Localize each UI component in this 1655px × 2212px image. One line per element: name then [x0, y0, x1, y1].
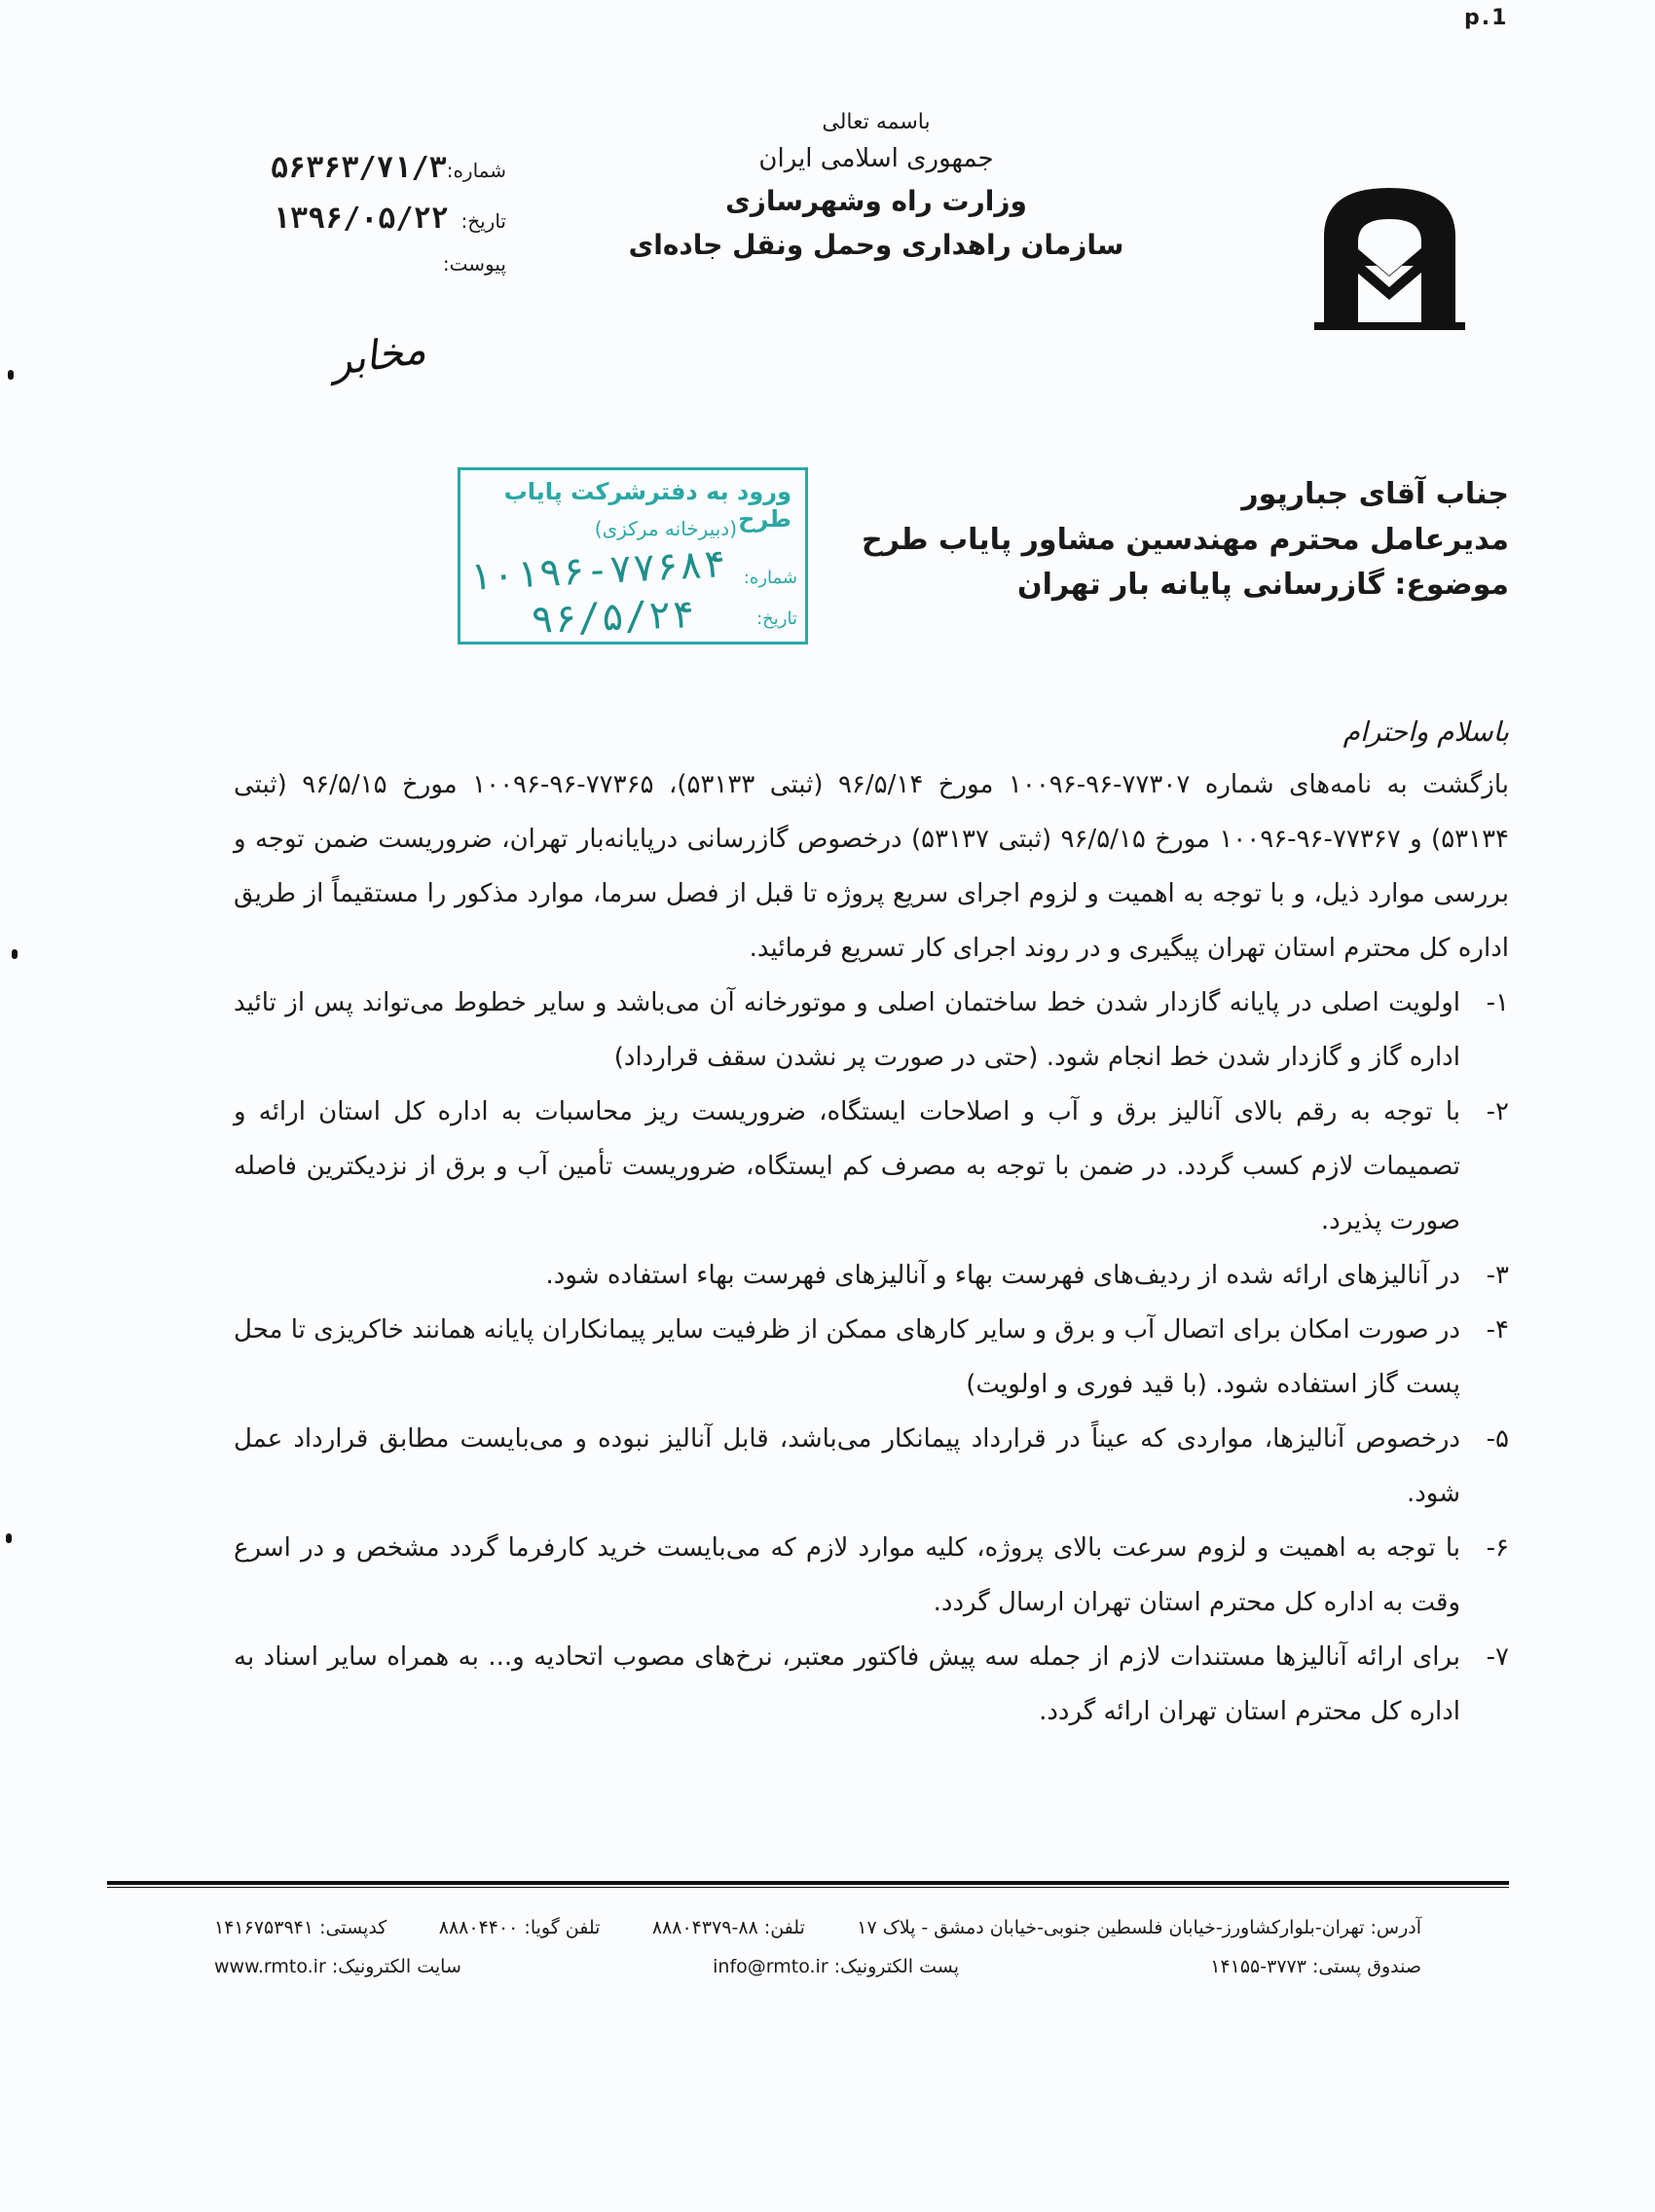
list-item-number: ۴-	[1486, 1315, 1509, 1345]
list-item	[234, 1248, 1509, 1303]
list-item-text: با توجه به رقم بالای آنالیز برق و آب و اصلاحات ایستگاه، ضروریست ریز محاسبات به اداره کل استان ارائه و تصمیمات لازم کسب گردد. در ضمن با توجه به مصرف کم ایستگاه، ضروریست تأمین آب و برق از نزدیکترین فاصله صورت پذیرد.	[234, 1097, 1460, 1235]
footer-address: آدرس: تهران-بلوارکشاورز-خیابان فلسطین جنوبی-خیابان دمشق - پلاک ۱۷	[857, 1917, 1421, 1938]
letterhead	[623, 105, 1129, 267]
letter-number-value: ۵۶۳۶۳/۷۱/۳	[271, 151, 447, 185]
footer-fax: تلفن گویا: ۸۸۸۰۴۴۰۰	[438, 1917, 601, 1938]
ministry-name: وزارت راه وشهرسازی	[725, 184, 1027, 217]
page-number: p.1	[1464, 6, 1509, 30]
handwritten-note: مخابر	[328, 324, 429, 386]
list-item	[234, 1630, 1509, 1739]
footer-postal-code: کدپستی: ۱۴۱۶۷۵۳۹۴۱	[214, 1917, 387, 1938]
footer-website: سایت الکترونیک: www.rmto.ir	[214, 1956, 461, 1977]
recipient-name: جناب آقای جبارپور	[1241, 477, 1509, 511]
organization-name: سازمان راهداری وحمل ونقل جاده‌ای	[628, 228, 1124, 261]
list-item-number: ۲-	[1486, 1097, 1509, 1126]
list-item	[234, 1412, 1509, 1521]
footer-phone: تلفن: ۸۸-۸۸۸۰۴۳۷۹	[651, 1917, 805, 1938]
stamp-subtitle: (دبیرخانه مرکزی)	[594, 517, 737, 540]
list-item-number: ۷-	[1486, 1642, 1509, 1672]
letter-date-label: تاریخ:	[460, 209, 506, 233]
list-item-text: اولویت اصلی در پایانه گازدار شدن خط ساختمان اصلی و موتورخانه آن می‌باشد و سایر خطوط می‌تواند پس از تائید اداره گاز و گازدار شدن خط انجام شود. (حتی در صورت پر نشدن سقف قرارداد)	[234, 988, 1460, 1072]
stamp-date-value: ۹۶/۵/۲۴	[530, 592, 696, 643]
footer-line-2	[214, 1947, 1421, 1986]
binder-mark	[8, 370, 14, 380]
list-item-text: در آنالیزهای ارائه شده از ردیف‌های فهرست بهاء و آنالیزهای فهرست بهاء استفاده شود.	[545, 1261, 1460, 1290]
letter-subject: موضوع: گازرسانی پایانه بار تهران	[1016, 568, 1509, 602]
intro-paragraph: بازگشت به نامه‌های شماره ۷۷۳۰۷-۹۶-۱۰۰۹۶ مورخ ۹۶/۵/۱۴ (ثبتی ۵۳۱۳۳)، ۷۷۳۶۵-۹۶-۱۰۰۹۶ مورخ ۹۶/۵/۱۵ (ثبتی ۵۳۱۳۴) و ۷۷۳۶۷-۹۶-۱۰۰۹۶ مورخ ۹۶/۵/۱۵ (ثبتی ۵۳۱۳۷) درخصوص گازرسانی درپایانه‌بار تهران، ضروریست ضمن توجه و بررسی موارد ذیل، و با توجه به اهمیت و لزوم اجرای سریع پروژه تا قبل از فصل سرما، موارد مذکور را مستقیماً از طریق اداره کل محترم استان تهران پیگیری و در روند اجرای کار تسریع فرمائید.	[234, 770, 1510, 963]
stamp-date-label: تاریخ:	[756, 608, 797, 629]
received-stamp	[458, 467, 808, 645]
list-item-number: ۱-	[1486, 988, 1509, 1017]
footer-contact	[214, 1908, 1421, 1986]
list-item-number: ۳-	[1486, 1261, 1509, 1290]
letter-number-row	[273, 151, 506, 202]
greeting: باسلام واحترام	[1342, 716, 1509, 748]
footer-line-1	[214, 1908, 1421, 1947]
stamp-title: ورود به دفترشرکت پایاب طرح	[503, 478, 791, 533]
list-item-text: برای ارائه آنالیزها مستندات لازم از جمله سه پیش فاکتور معتبر، نرخ‌های مصوب اتحادیه و... به همراه سایر اسناد به اداره کل محترم استان تهران ارائه گردد.	[234, 1642, 1460, 1726]
letter-attachment-row	[273, 252, 506, 303]
binder-mark	[12, 949, 18, 959]
footer-email: پست الکترونیک: info@rmto.ir	[713, 1956, 959, 1977]
list-item-text: درخصوص آنالیزها، مواردی که عیناً در قرارداد پیمانکار می‌باشد، قابل آنالیز نبوده و می‌بایست مطابق قرارداد عمل شود.	[234, 1424, 1460, 1508]
list-item-number: ۵-	[1486, 1424, 1509, 1454]
letter-date-row	[273, 202, 506, 252]
list-item-number: ۶-	[1486, 1533, 1509, 1563]
stamp-number-value: ۱۰۱۹۶-۷۷۶۸۴	[466, 541, 727, 600]
letter-date-value: ۱۳۹۶/۰۵/۲۲	[273, 202, 449, 236]
list-item-text: با توجه به اهمیت و لزوم سرعت بالای پروژه، کلیه موارد لازم که می‌بایست خرید کارفرما گردد مشخص و در اسرع وقت به اداره کل محترم استان تهران ارسال گردد.	[234, 1533, 1460, 1617]
bismillah: باسمه تعالی	[822, 110, 931, 134]
recipient-block	[837, 472, 1509, 608]
list-item	[234, 976, 1509, 1085]
rmto-logo-icon	[1305, 178, 1475, 334]
letter-attachment-label: پیوست:	[442, 252, 506, 276]
list-item-text: در صورت امکان برای اتصال آب و برق و سایر کارهای ممکن از ظرفیت سایر پیمانکاران پایانه همانند خاکریزی تا محل پست گاز استفاده شود. (با قید فوری و اولویت)	[234, 1315, 1460, 1399]
letter-body	[234, 757, 1509, 1739]
footer-po-box: صندوق پستی: ۳۷۷۳-۱۴۱۵۵	[1210, 1956, 1421, 1977]
stamp-number-label: شماره:	[743, 568, 797, 588]
footer-rule	[107, 1881, 1509, 1885]
list-item	[234, 1085, 1509, 1248]
letter-meta	[273, 151, 506, 303]
binder-mark	[6, 1533, 12, 1543]
recipient-title: مدیرعامل محترم مهندسین مشاور پایاب طرح	[862, 522, 1509, 557]
list-item	[234, 1303, 1509, 1412]
letter-number-label: شماره:	[446, 159, 506, 182]
list-item	[234, 1521, 1509, 1630]
country-name: جمهوری اسلامی ایران	[758, 144, 994, 174]
footer-rule-thin	[107, 1887, 1509, 1888]
